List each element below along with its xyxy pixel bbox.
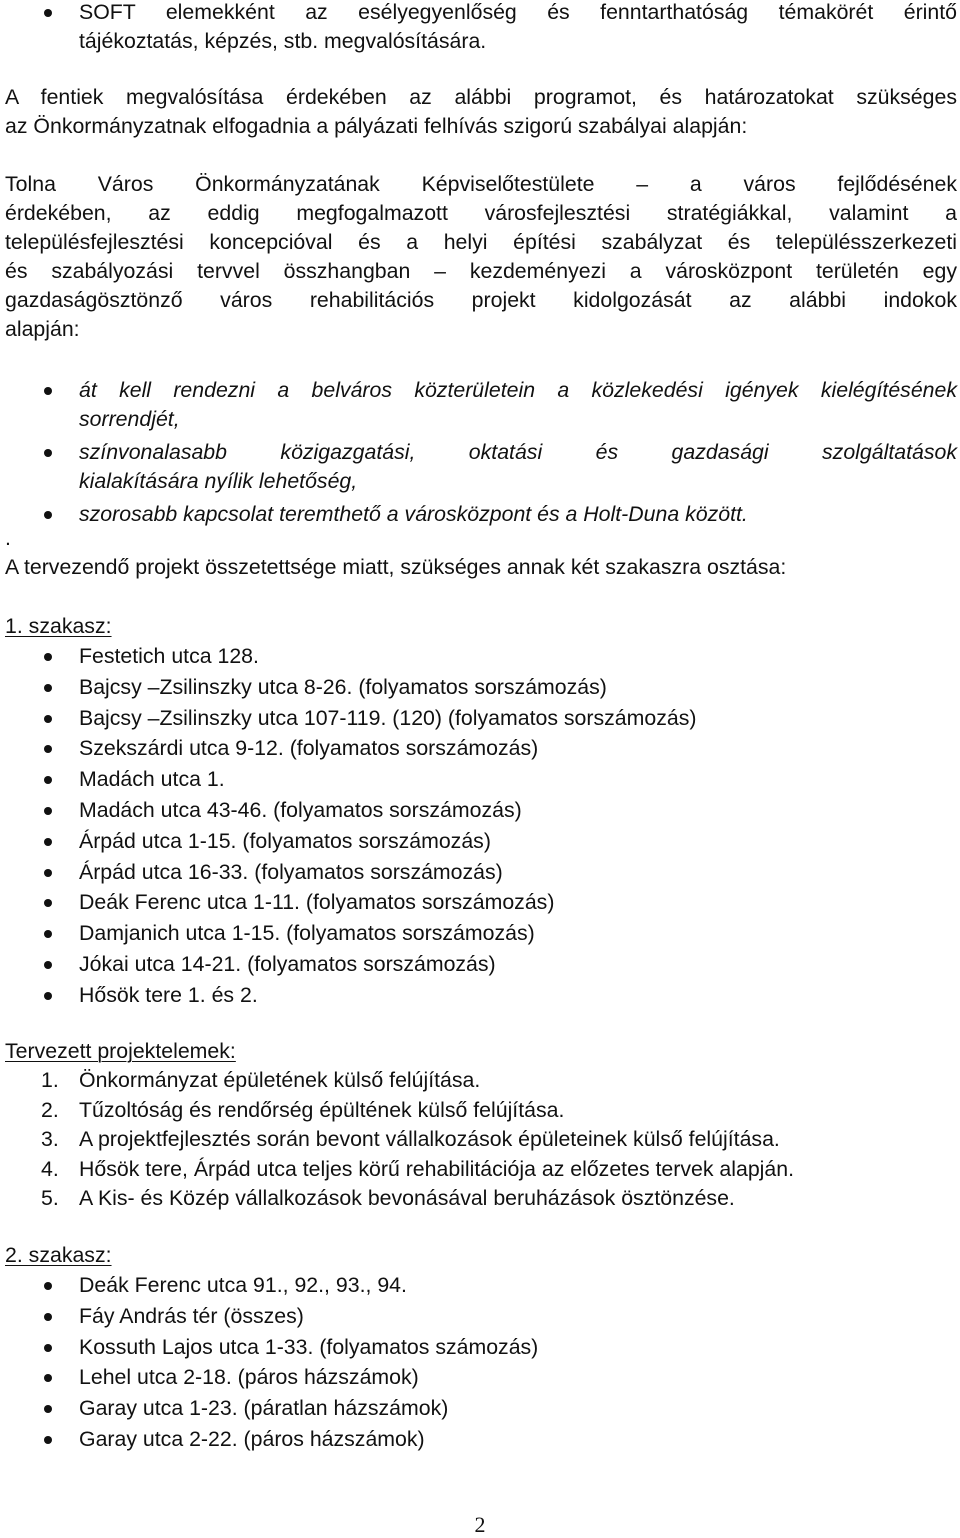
item-number: 3.: [41, 1127, 59, 1152]
list-item: Árpád utca 16-33. (folyamatos sorszámozás): [5, 857, 957, 888]
reason-line2: kialakítására nyílik lehetőség,: [79, 469, 358, 493]
reasons-list: [5, 376, 957, 529]
list-item: [5, 1066, 957, 1096]
list-item: Garay utca 2-22. (páros házszámok): [5, 1424, 957, 1455]
list-item: Árpád utca 1-15. (folyamatos sorszámozás): [5, 826, 957, 857]
list-item: Damjanich utca 1-15. (folyamatos sorszámozás): [5, 918, 957, 949]
reason-line1: át kell rendezni a belváros közterületein a közlekedési igények kielégítésének: [79, 378, 957, 402]
elements-list: [5, 1066, 957, 1214]
item-number: 2.: [41, 1097, 59, 1122]
elements-heading: [5, 1037, 957, 1066]
resolution-line: érdekében, az eddig megfogalmazott városfejlesztési stratégiákkal, valamint a: [5, 201, 957, 225]
list-item: [5, 1096, 957, 1126]
list-item: [5, 1155, 957, 1185]
resolution-last-line: alapján:: [5, 317, 80, 341]
list-item: Deák Ferenc utca 91., 92., 93., 94.: [5, 1270, 957, 1301]
reason-line2: sorrendjét,: [79, 407, 180, 431]
item-text: A projektfejlesztés során bevont vállalkozások épületeinek külső felújítása.: [79, 1127, 780, 1152]
top-bullet: [5, 0, 957, 56]
list-item: Festetich utca 128.: [5, 641, 957, 672]
item-text: Tűzoltóság és rendőrség épültének külső felújítása.: [79, 1097, 565, 1122]
list-item: Hősök tere 1. és 2.: [5, 980, 957, 1011]
phase1-list: [5, 641, 957, 1011]
intro-line1: A fentiek megvalósítása érdekében az alábbi programot, és határozatokat szükséges: [5, 85, 957, 109]
phase1-heading-text: 1. szakasz:: [5, 614, 112, 638]
list-item: [5, 1125, 957, 1155]
item-text: Hősök tere, Árpád utca teljes körű rehabilitációja az előzetes tervek alapján.: [79, 1156, 795, 1181]
top-bullet-line1: SOFT elemekként az esélyegyenlőség és fenntarthatóság témakörét érintő: [79, 0, 957, 24]
list-item: Szekszárdi utca 9-12. (folyamatos sorszámozás): [5, 733, 957, 764]
list-item: Lehel utca 2-18. (páros házszámok): [5, 1362, 957, 1393]
list-item: [5, 1184, 957, 1214]
resolution-line: településfejlesztési koncepcióval és a helyi építési szabályzat és településszerkezeti: [5, 230, 957, 254]
list-item: [5, 376, 957, 434]
reason-line1: szorosabb kapcsolat teremthető a városközpont és a Holt-Duna között.: [79, 502, 748, 526]
item-number: 1.: [41, 1068, 59, 1092]
reason-line1: színvonalasabb közigazgatási, oktatási és gazdasági szolgáltatások: [79, 440, 957, 464]
phase2-heading-text: 2. szakasz:: [5, 1243, 112, 1267]
list-item: Garay utca 1-23. (páratlan házszámok): [5, 1393, 957, 1424]
phases-intro: A tervezendő projekt összetettsége miatt, szükséges annak két szakaszra osztása:: [5, 555, 787, 579]
resolution-line: gazdaságösztönző város rehabilitációs projekt kidolgozását az alábbi indokok: [5, 288, 957, 312]
item-text: Önkormányzat épületének külső felújítása.: [79, 1068, 481, 1092]
item-text: A Kis- és Közép vállalkozások bevonásával beruházások ösztönzése.: [79, 1186, 735, 1211]
list-item: Madách utca 43-46. (folyamatos sorszámozás): [5, 795, 957, 826]
stray-dot: .: [5, 526, 11, 550]
resolution-paragraph: [5, 170, 957, 344]
list-item: Jókai utca 14-21. (folyamatos sorszámozás): [5, 949, 957, 980]
list-item: Deák Ferenc utca 1-11. (folyamatos sorszámozás): [5, 887, 957, 918]
list-item: Bajcsy –Zsilinszky utca 8-26. (folyamatos sorszámozás): [5, 672, 957, 703]
intro-paragraph: [5, 83, 957, 141]
resolution-line: Tolna Város Önkormányzatának Képviselőtestülete – a város fejlődésének: [5, 172, 957, 196]
top-bullet-line2: tájékoztatás, képzés, stb. megvalósítására.: [79, 29, 487, 53]
list-item: [5, 438, 957, 496]
resolution-line: és szabályozási tervvel összhangban – kezdeményezi a városközpont területén egy: [5, 259, 957, 283]
list-item: Bajcsy –Zsilinszky utca 107-119. (120) (folyamatos sorszámozás): [5, 703, 957, 734]
intro-line2: az Önkormányzatnak elfogadnia a pályázati felhívás szigorú szabályai alapján:: [5, 114, 748, 138]
item-number: 4.: [41, 1156, 59, 1181]
item-number: 5.: [41, 1186, 59, 1211]
list-item: [5, 0, 957, 56]
phase2-list: [5, 1270, 957, 1455]
phase2-heading: [5, 1241, 957, 1270]
phase1-heading: [5, 612, 957, 641]
page-number: 2: [474, 1512, 486, 1537]
list-item: Kossuth Lajos utca 1-33. (folyamatos számozás): [5, 1332, 957, 1363]
elements-heading-text: Tervezett projektelemek:: [5, 1039, 236, 1063]
list-item: Madách utca 1.: [5, 764, 957, 795]
list-item: Fáy András tér (összes): [5, 1301, 957, 1332]
